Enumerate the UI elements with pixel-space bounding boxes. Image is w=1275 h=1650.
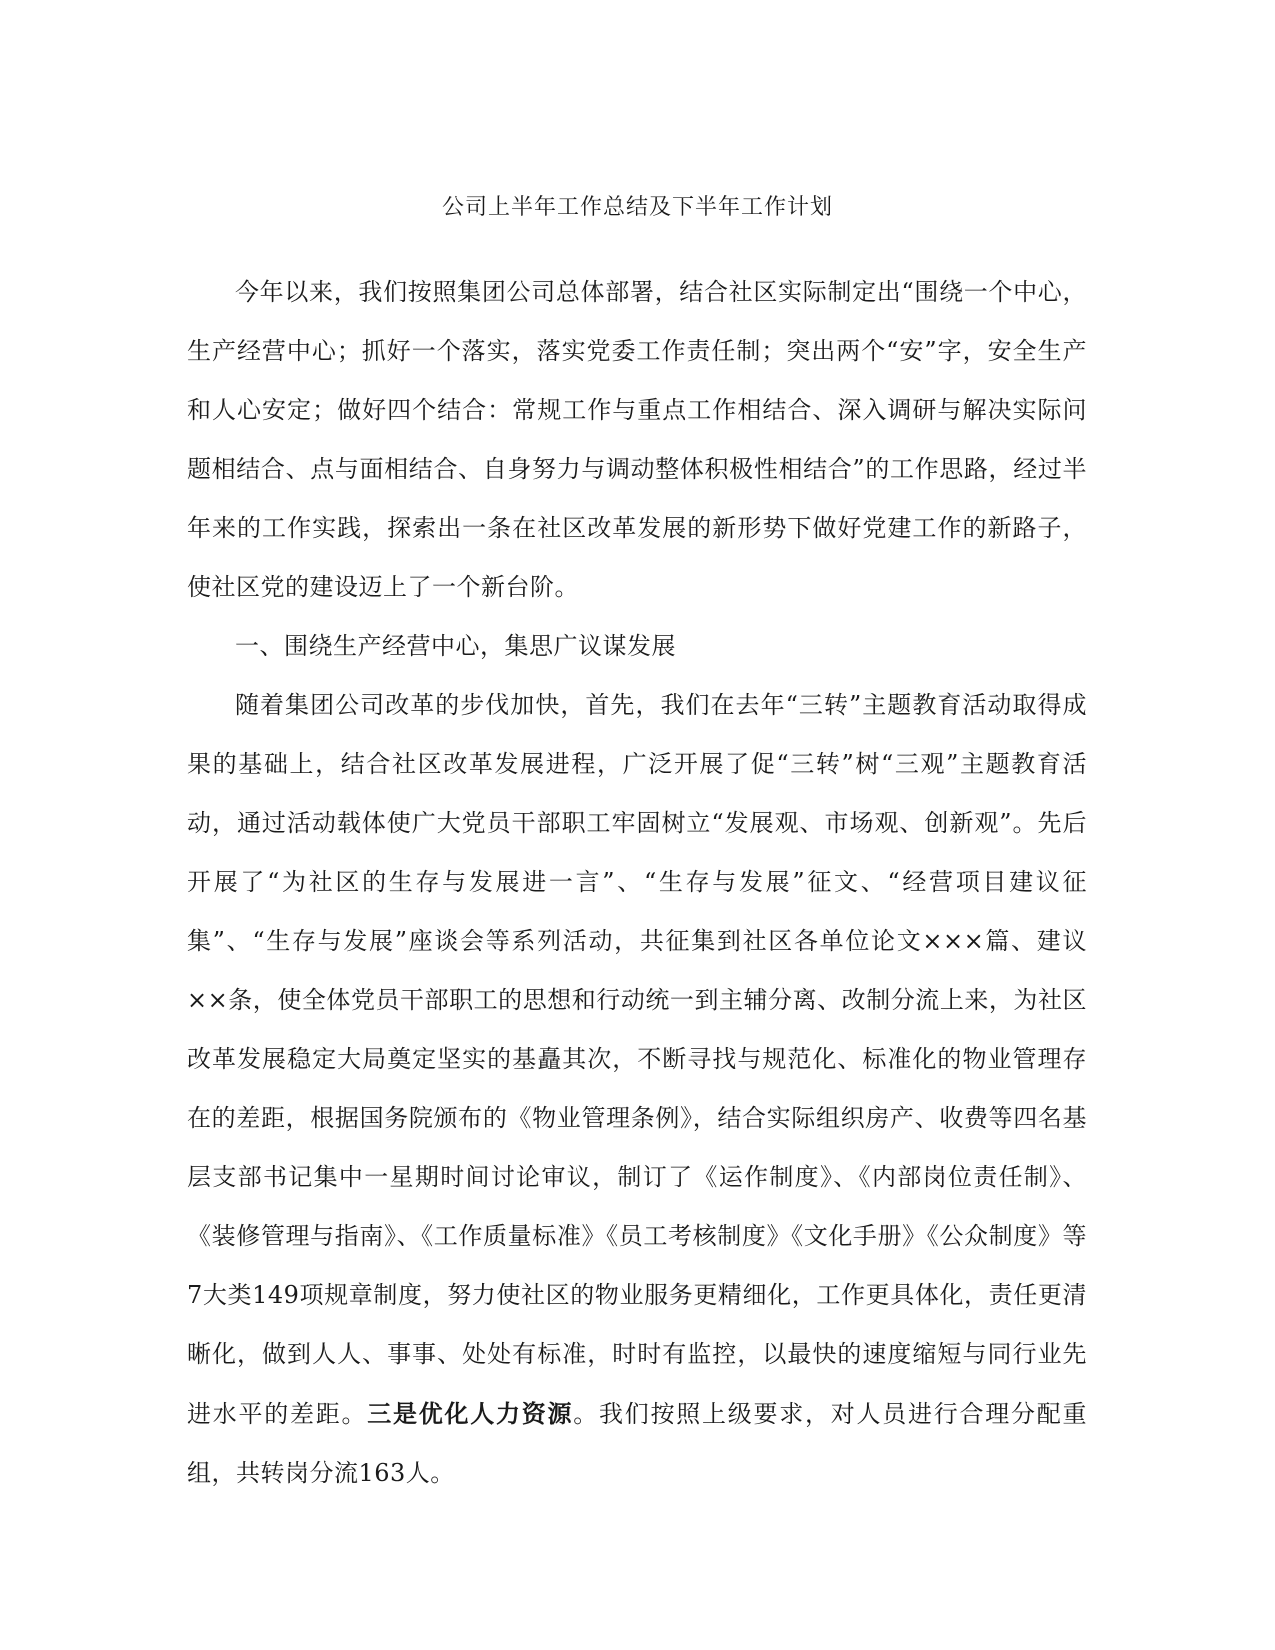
section-body-text: 随着集团公司改革的步伐加快，首先，我们在去年“三转”主题教育活动取得成果的基础上，结合社区改革发展进程，广泛开展了促“三转”树“三观”主题教育活动，通过活动载体使广大党员干部职工牢固树立“发展观、市场观、创新观”。先后开展了“为社区的生存与发展进一言”、“生存与发展”征文、“经营项目建议征集”、“生存与发展”座谈会等系列活动，共征集到社区各单位论文×××篇、建议××条，使全体党员干部职工的思想和行动统一到主辅分离、改制分流上来，为社区改革发展稳定大局奠定坚实的基矗其次，不断寻找与规范化、标准化的物业管理存在的差距，根据国务院颁布的《物业管理条例》，结合实际组织房产、收费等四名基层支部书记集中一星期时间讨论审议，制订了《运作制度》、《内部岗位责任制》、《装修管理与指南》、《工作质量标准》《员工考核制度》《文化手册》《公众制度》等7大类149项规章制度，努力使社区的物业服务更精细化，工作更具体化，责任更清晰化，做到人人、事事、处处有标准，时时有监控，以最快的速度缩短与同行业先进水平的差距。 [187,691,1087,1428]
section-tail-text: 。我们按照上级要求，对人员进行合理分配重组，共转岗分流163人。 [187,1400,1087,1487]
bold-phrase: 三是优化人力资源 [367,1399,574,1428]
document-title: 公司上半年工作总结及下半年工作计划 [441,195,833,220]
intro-paragraph: 今年以来，我们按照集团公司总体部署，结合社区实际制定出“围绕一个中心，生产经营中心；抓好一个落实，落实党委工作责任制；突出两个“安”字，安全生产和人心安定；做好四个结合：常规工作与重点工作相结合、深入调研与解决实际问题相结合、点与面相结合、自身努力与调动整体积极性相结合”的工作思路，经过半年来的工作实践，探索出一条在社区改革发展的新形势下做好党建工作的新路子，使社区党的建设迈上了一个新台阶。 [187,278,1087,601]
section-paragraph [187,676,1087,1503]
section-heading: 一、围绕生产经营中心，集思广议谋发展 [235,632,676,660]
document-body [187,263,1087,1503]
